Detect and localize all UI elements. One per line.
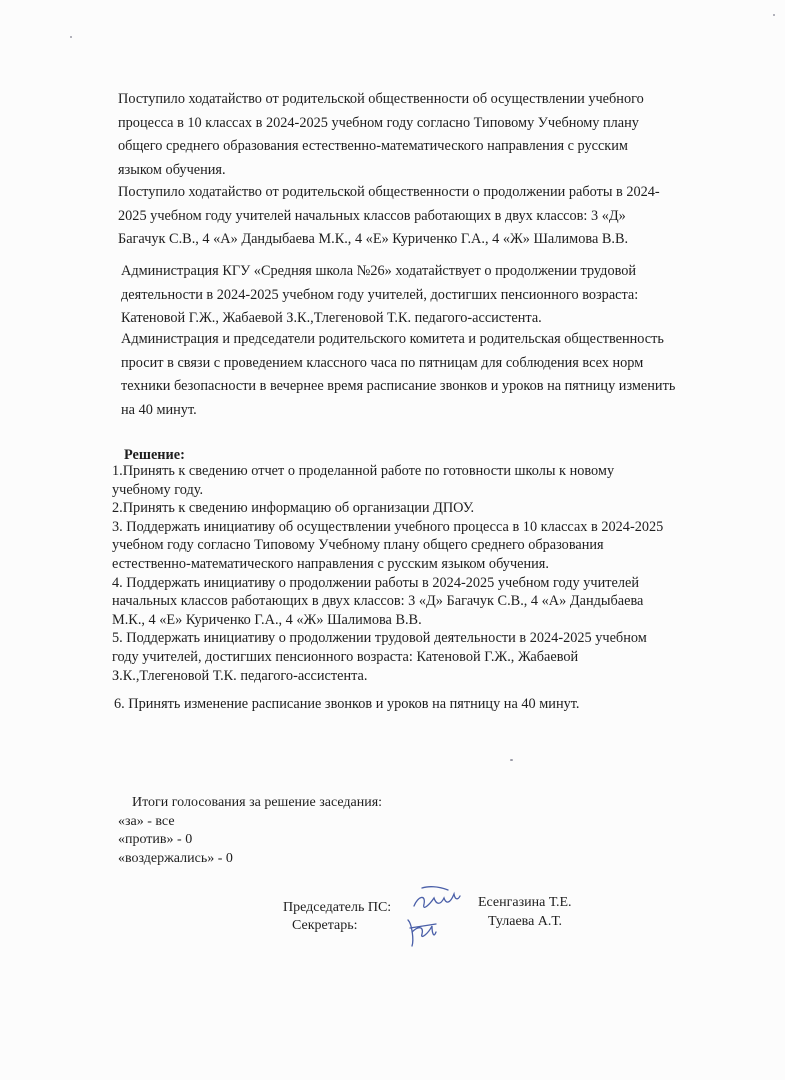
text-line: просит в связи с проведением классного часа по пятницам для соблюдения всех норм: [121, 354, 644, 371]
decision-item-6: [112, 695, 663, 714]
text-line: Администрация и председатели родительского комитета и родительская общественность: [121, 331, 664, 347]
text-line: М.К., 4 «Е» Куриченко Г.А., 4 «Ж» Шалимова В.В.: [112, 611, 422, 628]
text-line: 5. Поддержать инициативу о продолжении трудовой деятельности в 2024-2025 учебном: [112, 630, 647, 647]
text-line: Поступило ходатайство от родительской общественности об осуществлении учебного: [118, 91, 644, 107]
voting-for: «за» - все: [118, 813, 175, 829]
decision-item-4: [112, 574, 663, 630]
text-line: 2.Принять к сведению информацию об организации ДПОУ.: [112, 500, 475, 517]
scan-speck: [70, 36, 72, 38]
text-line: Катеновой Г.Ж., Жабаевой З.К.,Тлегеновой Т.К. педагого-ассистента.: [121, 310, 542, 326]
voting-results: [118, 794, 382, 868]
petition-paragraph-1: [118, 88, 644, 182]
text-line: году учителей, достигших пенсионного возраста: Катеновой Г.Ж., Жабаевой: [112, 648, 579, 665]
text-line: техники безопасности в вечернее время расписание звонков и уроков на пятницу изменить: [121, 378, 676, 394]
text-line: 6. Принять изменение расписание звонков и уроков на пятницу на 40 минут.: [114, 696, 580, 713]
decision-item-3: [112, 518, 663, 574]
text-line: учебном году согласно Типовому Учебному плану общего среднего образования: [112, 537, 604, 554]
decision-item-1: [112, 462, 663, 499]
scan-speck: [773, 14, 775, 16]
voting-abstained: «воздержались» - 0: [118, 850, 233, 866]
text-line: Администрация КГУ «Средняя школа №26» ходатайствует о продолжении трудовой: [121, 263, 637, 279]
voting-title: Итоги голосования за решение заседания:: [132, 795, 383, 810]
text-line: 3. Поддержать инициативу об осуществлении учебного процесса в 10 классах в 2024-2025: [112, 518, 664, 535]
text-line: З.К.,Тлегеновой Т.К. педагого-ассистента.: [112, 667, 368, 684]
text-line: 4. Поддержать инициативу о продолжении работы в 2024-2025 учебном году учителей: [112, 574, 639, 591]
scan-speck: [510, 759, 513, 761]
petition-paragraph-4: [121, 328, 675, 422]
text-line: общего среднего образования естественно-математического направления с русским: [118, 138, 628, 154]
secretary-label: Секретарь:: [292, 918, 358, 933]
chair-name: Есенгазина Т.Е.: [478, 895, 572, 910]
text-line: начальных классов работающих в двух классов: 3 «Д» Багачук С.В., 4 «А» Дандыбаева: [112, 593, 644, 610]
text-line: языком обучения.: [118, 161, 226, 178]
text-line: естественно-математического направления с русским языком обучения.: [112, 555, 549, 572]
text-line: 1.Принять к сведению отчет о проделанной работе по готовности школы к новому: [112, 463, 615, 479]
chair-signature-stroke: [414, 887, 460, 908]
secretary-signature-stroke: [408, 920, 436, 946]
text-line: учебному году.: [112, 481, 204, 498]
text-line: процесса в 10 классах в 2024-2025 учебном году согласно Типовому Учебному плану: [118, 114, 639, 131]
voting-against: «против» - 0: [118, 832, 193, 848]
chair-signature: [408, 882, 464, 918]
text-line: деятельности в 2024-2025 учебном году учителей, достигших пенсионного возраста:: [121, 286, 639, 303]
text-line: 2025 учебном году учителей начальных классов работающих в двух классов: 3 «Д»: [118, 207, 626, 224]
text-line: Багачук С.В., 4 «А» Дандыбаева М.К., 4 «Е» Куриченко Г.А., 4 «Ж» Шалимова В.В.: [118, 231, 629, 247]
text-line: Поступило ходатайство от родительской общественности о продолжении работы в 2024-: [118, 184, 660, 200]
decision-item-2: [112, 499, 663, 518]
secretary-name: Тулаева А.Т.: [488, 914, 563, 929]
decision-title: Решение:: [124, 447, 185, 463]
decision-item-5: [112, 629, 663, 685]
decision-list: [112, 462, 663, 714]
chair-label: Председатель ПС:: [283, 900, 392, 915]
petition-paragraph-3: [121, 260, 638, 331]
petition-paragraph-2: [118, 181, 660, 252]
text-line: на 40 минут.: [121, 401, 197, 418]
secretary-signature: [402, 914, 442, 950]
